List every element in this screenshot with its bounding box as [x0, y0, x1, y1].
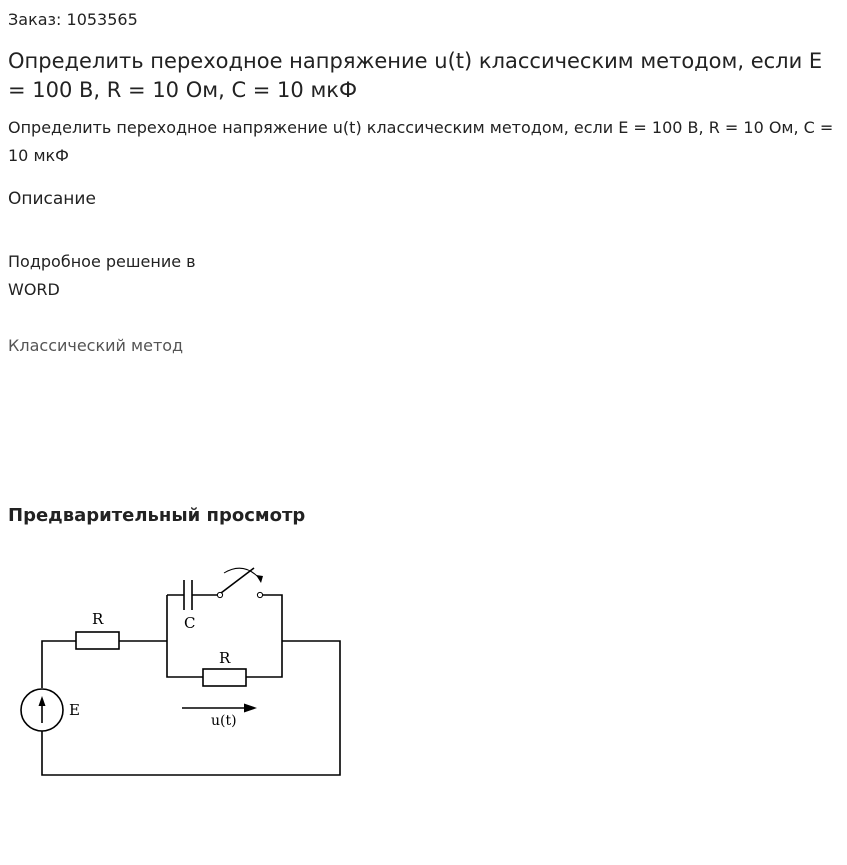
switch-arrowhead — [256, 575, 263, 583]
category-tag-link[interactable]: Классический метод — [8, 336, 184, 355]
switch-contact-right — [257, 592, 262, 597]
resistor-r1 — [76, 632, 119, 649]
wire-parallel-left — [167, 595, 203, 677]
order-number: Заказ: 1053565 — [8, 10, 138, 29]
circuit-diagram — [8, 555, 353, 790]
description-text: Подробное решение в WORD — [8, 252, 196, 299]
description-heading: Описание — [8, 189, 96, 209]
label-u: u(t) — [211, 713, 237, 729]
label-e: E — [69, 701, 80, 719]
voltage-arrowhead — [244, 704, 257, 713]
label-c: C — [184, 614, 196, 632]
wire-parallel-right — [246, 595, 282, 677]
resistor-r2 — [203, 669, 246, 686]
page-title: Определить переходное напряжение u(t) классическим методом, если E = 100 В, R = 10 Ом, C = 10 мкФ — [8, 49, 823, 102]
label-r2: R — [219, 649, 231, 667]
product-subtitle: Определить переходное напряжение u(t) классическим методом, если E = 100 В, R = 10 Ом, C = 10 мкФ — [8, 118, 834, 165]
preview-heading: Предварительный просмотр — [8, 505, 306, 526]
label-r1: R — [92, 610, 104, 628]
wire-left-top — [42, 641, 76, 688]
